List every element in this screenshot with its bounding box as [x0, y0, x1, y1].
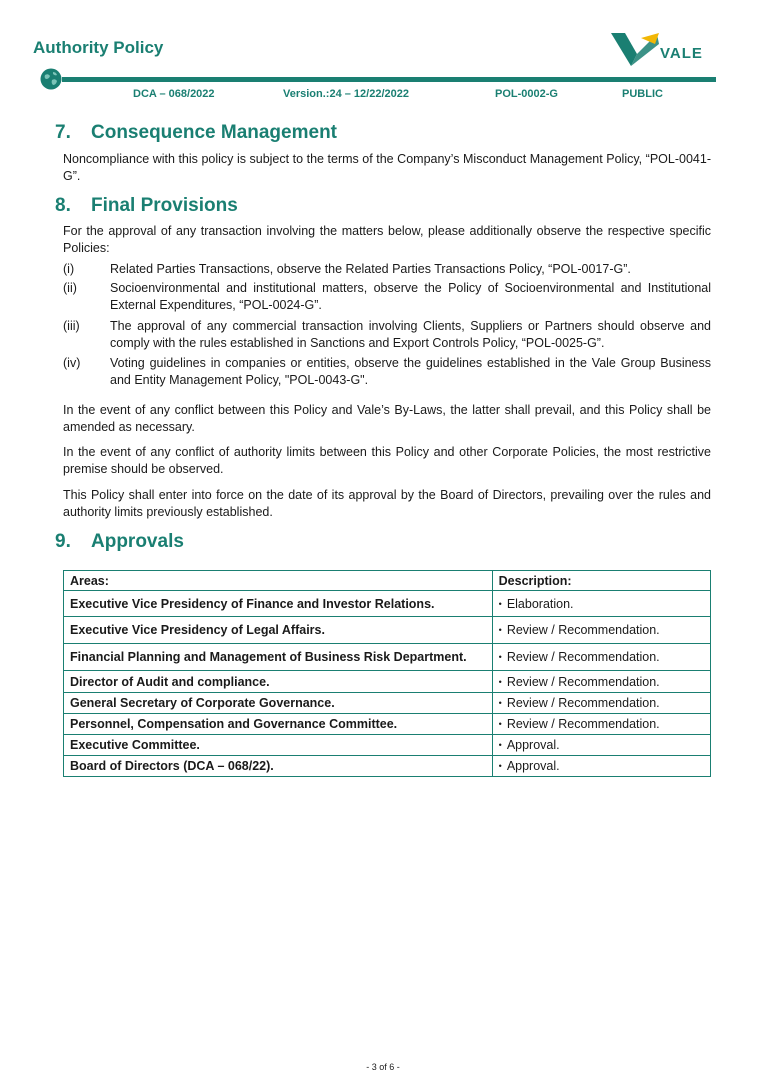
- bullet-icon: •: [498, 740, 502, 750]
- list-item-text: Voting guidelines in companies or entities, observe the guidelines established in the Vale Group Business and Entity Management Policy, "POL-0043-G".: [110, 356, 711, 387]
- header-rule: [62, 77, 716, 82]
- table-row: [64, 714, 711, 735]
- list-marker: (iii): [63, 319, 80, 333]
- area-cell: Financial Planning and Management of Business Risk Department.: [64, 644, 493, 671]
- page-number: - 3 of 6 -: [366, 1062, 400, 1072]
- area-cell: General Secretary of Corporate Governance.: [64, 693, 493, 714]
- list-marker: (ii): [63, 281, 77, 295]
- description-cell: [492, 591, 710, 617]
- description-cell: [492, 617, 710, 644]
- description-text: Review / Recommendation.: [506, 717, 660, 731]
- bullet-icon: •: [498, 652, 502, 662]
- section-8-paragraph: This Policy shall enter into force on the date of its approval by the Board of Directors, prevailing over the rules and authority limits previously established.: [63, 488, 711, 519]
- bullet-icon: •: [498, 598, 502, 609]
- description-text: Review / Recommendation.: [506, 650, 660, 664]
- table-row: [64, 735, 711, 756]
- area-cell: Executive Vice Presidency of Finance and Investor Relations.: [64, 591, 493, 617]
- section-title: Final Provisions: [91, 195, 238, 216]
- description-cell: [492, 735, 710, 756]
- section-8-intro: For the approval of any transaction involving the matters below, please additionally observe the respective specific Policies:: [63, 224, 711, 255]
- description-cell: [492, 693, 710, 714]
- section-number: 7.: [55, 122, 71, 143]
- section-title: Consequence Management: [91, 122, 337, 143]
- bullet-icon: •: [498, 625, 502, 635]
- list-item-text: Related Parties Transactions, observe the Related Parties Transactions Policy, “POL-0017-G”.: [110, 262, 631, 276]
- section-8-paragraph: In the event of any conflict between this Policy and Vale’s By-Laws, the latter shall prevail, and this Policy shall be amended as necessary.: [63, 403, 711, 434]
- section-heading-7: [55, 122, 337, 144]
- description-text: Review / Recommendation.: [506, 623, 660, 637]
- column-header-areas: Areas:: [64, 571, 493, 591]
- description-cell: [492, 644, 710, 671]
- table-row: [64, 644, 711, 671]
- table-header-row: [64, 571, 711, 591]
- table-row: [64, 671, 711, 693]
- description-cell: [492, 671, 710, 693]
- list-item-text: Socioenvironmental and institutional matters, observe the Policy of Socioenvironmental and Institutional External Expenditures, “POL-0024-G”.: [110, 281, 711, 312]
- area-cell: Personnel, Compensation and Governance Committee.: [64, 714, 493, 735]
- table-row: [64, 693, 711, 714]
- area-cell: Director of Audit and compliance.: [64, 671, 493, 693]
- description-text: Approval.: [506, 759, 560, 773]
- approvals-table: [63, 570, 711, 777]
- meta-classification: PUBLIC: [622, 88, 663, 100]
- column-header-description: Description:: [492, 571, 710, 591]
- list-marker: (i): [63, 262, 75, 276]
- section-heading-9: [55, 531, 184, 553]
- description-cell: [492, 756, 710, 777]
- globe-icon: [40, 68, 62, 90]
- description-cell: [492, 714, 710, 735]
- meta-version: Version.:24 – 12/22/2022: [283, 88, 409, 100]
- area-cell: Executive Committee.: [64, 735, 493, 756]
- bullet-icon: •: [498, 761, 502, 771]
- area-cell: Executive Vice Presidency of Legal Affairs.: [64, 617, 493, 644]
- section-title: Approvals: [91, 531, 184, 552]
- description-text: Elaboration.: [506, 596, 574, 611]
- bullet-icon: •: [498, 676, 502, 687]
- section-8-paragraph: In the event of any conflict of authority limits between this Policy and other Corporate Policies, the most restrictive premise should be observed.: [63, 445, 711, 476]
- section-7-paragraph: Noncompliance with this policy is subject to the terms of the Company’s Misconduct Management Policy, “POL-0041-G”.: [63, 152, 711, 183]
- meta-code: POL-0002-G: [495, 88, 558, 100]
- description-text: Review / Recommendation.: [506, 696, 660, 710]
- meta-dca: DCA – 068/2022: [133, 88, 215, 100]
- list-marker: (iv): [63, 356, 81, 370]
- document-title: Authority Policy: [33, 38, 164, 57]
- description-text: Approval.: [506, 738, 560, 752]
- bullet-icon: •: [498, 719, 502, 729]
- table-row: [64, 756, 711, 777]
- table-row: [64, 617, 711, 644]
- section-heading-8: [55, 195, 238, 217]
- table-row: [64, 591, 711, 617]
- description-text: Review / Recommendation.: [506, 674, 660, 689]
- logo-wordmark: VALE: [660, 45, 703, 62]
- section-number: 8.: [55, 195, 71, 216]
- bullet-icon: •: [498, 698, 502, 708]
- area-cell: Board of Directors (DCA – 068/22).: [64, 756, 493, 777]
- list-item-text: The approval of any commercial transaction involving Clients, Suppliers or Partners should observe and comply with the rules established in Sanctions and Export Controls Policy, “POL-0025-G”.: [110, 319, 711, 350]
- section-number: 9.: [55, 531, 71, 552]
